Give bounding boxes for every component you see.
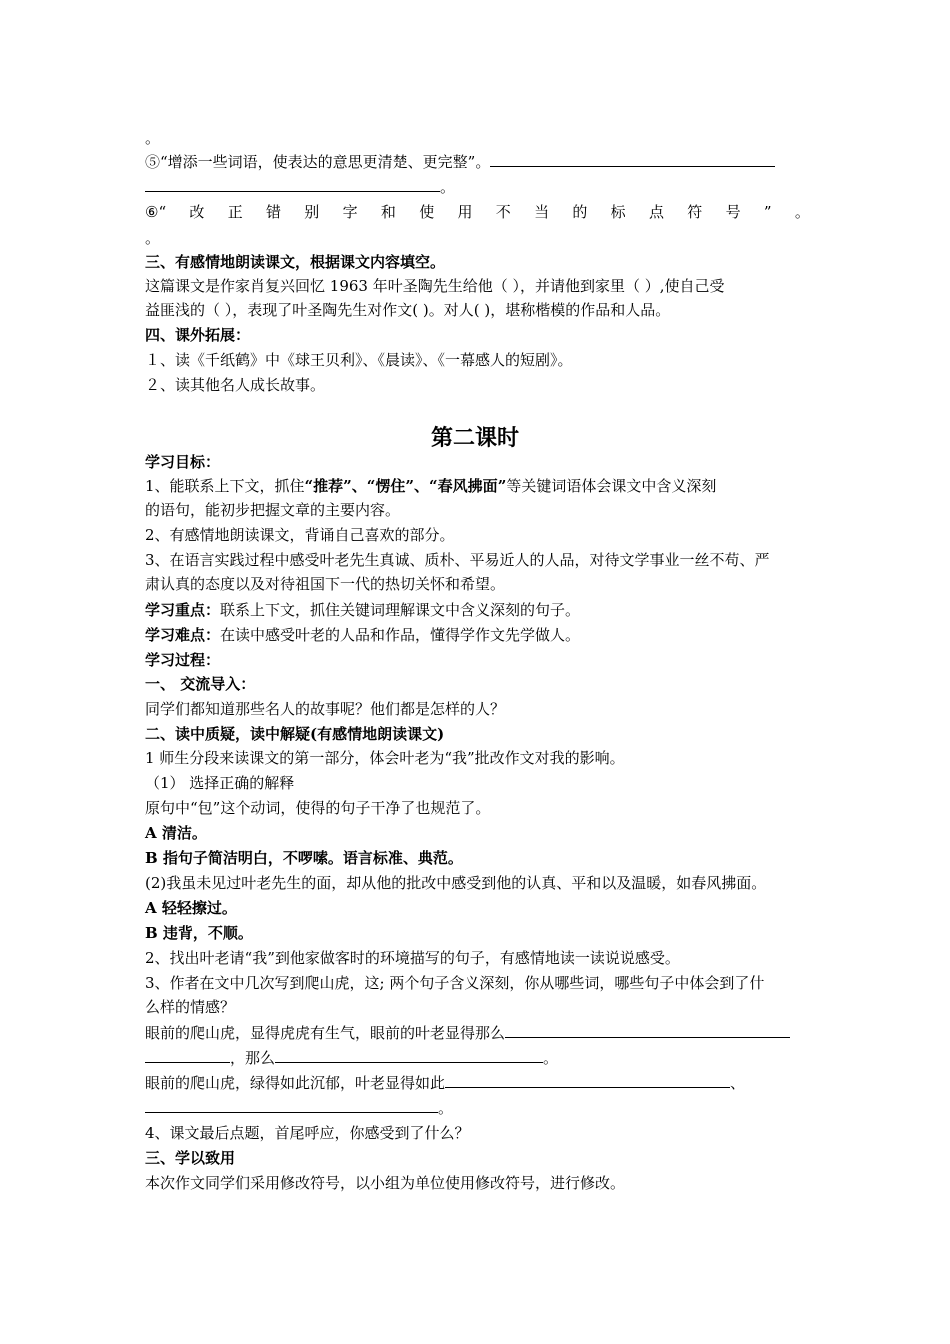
step-2-item-3: 3、作者在文中几次写到爬山虎，这; 两个句子含义深刻，你从哪些词，哪些句子中体会到了什 (145, 974, 765, 992)
fill-2-blank-1 (445, 1073, 730, 1088)
section-3-heading: 三、有感情地朗读课文，根据课文内容填空。 (145, 253, 446, 271)
item-5-text: ⑤“增添一些词语，使表达的意思更清楚、更完整”。 (145, 153, 491, 171)
step-2-sub-1-text: 原句中“包”这个动词，使得的句子干净了也规范了。 (145, 799, 491, 817)
item-5-blank-2 (145, 177, 440, 192)
item-6-char: 和 (380, 203, 396, 221)
option-a-1: A 清洁。 (145, 824, 207, 842)
item-6-char: 符 (687, 203, 703, 221)
step-2-heading: 二、读中质疑，读中解疑(有感情地朗读课文) (145, 725, 445, 743)
section-3-line-1: 这篇课文是作家肖复兴回忆 1963 年叶圣陶先生给他（ ），并请他到家里（ ）,使自己受 (145, 277, 725, 295)
goal-1: 1、能联系上下文，抓住“推荐”、“愣住”、“春风拂面”等关键词语体会课文中含义深刻 (145, 477, 717, 495)
item-5 (145, 152, 775, 172)
item-6-char: 标 (610, 203, 626, 221)
fill-2-blank-2 (145, 1098, 438, 1113)
item-5-line2: 。 (145, 177, 455, 197)
item-6-char: 正 (227, 203, 243, 221)
fill-sentence-1: 眼前的爬山虎，显得虎虎有生气，眼前的叶老显得那么 (145, 1023, 790, 1043)
extension-item-2: ２、读其他名人成长故事。 (145, 376, 326, 394)
item-6-char: 字 (342, 203, 358, 221)
item-6 (145, 202, 810, 222)
item-6-char: 。 (794, 203, 810, 221)
key-point: 学习重点：联系上下文，抓住关键词理解课文中含义深刻的句子。 (145, 601, 581, 619)
item-6-char: ⑥“ (145, 203, 167, 221)
goal-1-line-2: 的语句，能初步把握文章的主要内容。 (145, 501, 401, 519)
section-3-line-2: 益匪浅的（ ），表现了叶圣陶先生对作文( )。对人( )，堪称楷模的作品和人品。 (145, 301, 671, 319)
item-6-char: 点 (648, 203, 664, 221)
item-6-char: 号 (725, 203, 741, 221)
step-1-text: 同学们都知道那些名人的故事呢？他们都是怎样的人？ (145, 700, 506, 718)
trailing-period: 。 (145, 129, 161, 147)
item-6-char: 错 (266, 203, 282, 221)
fill-sentence-2-line-2: 。 (145, 1098, 453, 1118)
step-3-heading: 三、学以致用 (145, 1149, 236, 1167)
fill-1-blank-1 (505, 1023, 790, 1038)
fill-sentence-2: 眼前的爬山虎，绿得如此沉郁，叶老显得如此 、 (145, 1074, 746, 1092)
step-2-item-3-line-2: 么样的情感？ (145, 998, 236, 1016)
process-heading: 学习过程： (145, 651, 221, 669)
item-6-char: 别 (304, 203, 320, 221)
step-2-sub-2: (2)我虽未见过叶老先生的面，却从他的批改中感受到他的认真、平和以及温暖，如春风拂面。 (145, 874, 767, 892)
lesson-title: 第二课时 (430, 425, 519, 451)
goals-heading: 学习目标： (145, 453, 221, 471)
goal-3: 3、在语言实践过程中感受叶老先生真诚、质朴、平易近人的人品，对待文学事业一丝不苟、严 (145, 551, 770, 569)
extension-item-1: １、读《千纸鹤》中《球王贝利》、《晨读》、《一幕感人的短剧》。 (145, 351, 573, 369)
step-2-item-1: 1 师生分段来读课文的第一部分，体会叶老为“我”批改作文对我的影响。 (145, 749, 625, 767)
step-2-item-4: 4、课文最后点题，首尾呼应，你感受到了什么？ (145, 1124, 470, 1142)
item-6-char: 不 (495, 203, 511, 221)
option-a-2: A 轻轻擦过。 (145, 899, 237, 917)
option-b-2: B 违背，不顺。 (145, 924, 253, 942)
fill-sentence-1-line-2: ，那么 。 (145, 1048, 558, 1068)
item-6-char: 用 (457, 203, 473, 221)
fill-1-blank-2 (145, 1048, 230, 1063)
section-4-heading: 四、课外拓展： (145, 326, 251, 344)
step-2-sub-1: （1） 选择正确的解释 (145, 774, 295, 792)
item-5-blank (490, 152, 775, 167)
goal-2: 2、有感情地朗读课文，背诵自己喜欢的部分。 (145, 526, 455, 544)
key-words: “推荐”、“愣住”、“春风拂面” (304, 477, 507, 495)
option-b-1: B 指句子简洁明白，不啰嗦。语言标准、典范。 (145, 849, 463, 867)
item-6-char: 的 (572, 203, 588, 221)
difficulty: 学习难点：在读中感受叶老的人品和作品，懂得学作文先学做人。 (145, 626, 581, 644)
item-6-char: 改 (189, 203, 205, 221)
item-6-char: 当 (534, 203, 550, 221)
step-2-item-2: 2、找出叶老请“我”到他家做客时的环境描写的句子，有感情地读一读说说感受。 (145, 949, 680, 967)
step-3-text: 本次作文同学们采用修改符号，以小组为单位使用修改符号，进行修改。 (145, 1174, 626, 1192)
item-6-char: 使 (419, 203, 435, 221)
step-1-heading: 一、 交流导入： (145, 675, 256, 693)
goal-3-line-2: 肃认真的态度以及对待祖国下一代的热切关怀和希望。 (145, 575, 506, 593)
item-6-char: ” (763, 203, 772, 221)
trailing-period-2: 。 (145, 229, 161, 247)
fill-1-blank-3 (275, 1048, 543, 1063)
